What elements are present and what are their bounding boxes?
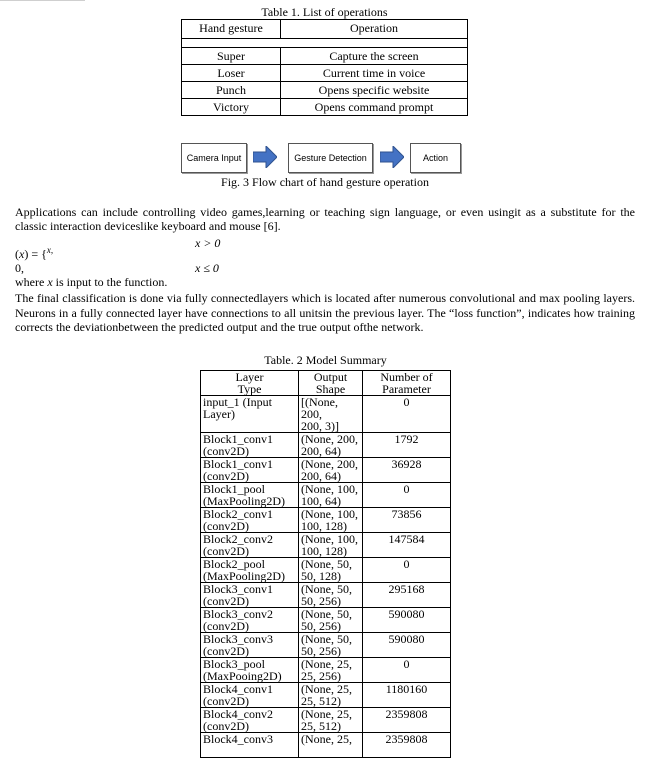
header-line: Layer bbox=[235, 370, 264, 384]
layer-type-cell bbox=[201, 396, 299, 433]
table-row bbox=[201, 396, 451, 433]
formula-lhs bbox=[15, 243, 53, 261]
layer-type-cell-line: (MaxPooing2D) bbox=[203, 669, 282, 683]
paragraph-classification: The final classification is done via fully connectedlayers which is located after numerous convolutional and max pooling layers. Neurons in a fully connected layer have connections to all unitsin the previous layer. The “loss function”, indicates how training corrects the deviationbetween the predicted output and the true output ofthe network. bbox=[15, 291, 635, 334]
flow-step-gesture-detection: Gesture Detection bbox=[288, 143, 373, 173]
output-shape-cell bbox=[299, 708, 363, 733]
table-row bbox=[182, 48, 468, 65]
layer-type-cell-line: input_1 (Input bbox=[203, 395, 272, 409]
output-shape-cell-line: (None, 100, bbox=[301, 532, 358, 546]
output-shape-cell bbox=[299, 558, 363, 583]
output-shape-cell-line: 200, 64) bbox=[301, 444, 341, 458]
layer-type-cell-line: (conv2D) bbox=[203, 619, 249, 633]
output-shape-cell-line: (None, 200, bbox=[301, 432, 358, 446]
layer-type-cell-line: Block2_conv2 bbox=[203, 532, 273, 546]
model-summary-table bbox=[200, 370, 451, 758]
output-shape-cell bbox=[299, 483, 363, 508]
output-shape-cell-line: 50, 256) bbox=[301, 619, 341, 633]
output-shape-cell-line: 200, 64) bbox=[301, 469, 341, 483]
table-spacer bbox=[182, 39, 468, 48]
output-shape-cell-line: (None, 100, bbox=[301, 482, 358, 496]
table-row bbox=[182, 82, 468, 99]
parameter-count-cell-line: 36928 bbox=[391, 457, 422, 471]
output-shape-cell-line: (None, 25, bbox=[301, 707, 352, 721]
flow-chart bbox=[0, 143, 654, 173]
parameter-count-cell bbox=[363, 583, 451, 608]
table-row bbox=[201, 458, 451, 483]
output-shape-cell-line: (None, 25, bbox=[301, 682, 352, 696]
layer-type-cell-line: Block3_conv3 bbox=[203, 632, 273, 646]
output-shape-cell-line: 50, 128) bbox=[301, 569, 341, 583]
formula-lhs-text: (x) = { bbox=[15, 247, 47, 261]
layer-type-cell bbox=[201, 633, 299, 658]
parameter-count-cell-line: 590080 bbox=[388, 607, 425, 621]
layer-type-cell-line: (conv2D) bbox=[203, 644, 249, 658]
gesture-cell: Victory bbox=[182, 99, 281, 116]
layer-type-cell bbox=[201, 708, 299, 733]
output-shape-cell-line: [(None, 200, bbox=[301, 395, 338, 421]
layer-type-cell bbox=[201, 608, 299, 633]
right-arrow-icon bbox=[253, 146, 277, 168]
output-shape-cell bbox=[299, 683, 363, 708]
layer-type-cell-line: (conv2D) bbox=[203, 469, 249, 483]
parameter-count-cell bbox=[363, 608, 451, 633]
output-shape-cell-line: (None, 50, bbox=[301, 632, 352, 646]
gesture-cell: Super bbox=[182, 48, 281, 65]
layer-type-cell-line: Block1_conv1 bbox=[203, 432, 273, 446]
output-shape-cell-line: (None, 100, bbox=[301, 507, 358, 521]
formula-condition-1: x > 0 bbox=[195, 236, 221, 250]
output-shape-cell-line: (None, 50, bbox=[301, 557, 352, 571]
parameter-count-cell bbox=[363, 483, 451, 508]
output-shape-cell bbox=[299, 658, 363, 683]
table-row bbox=[182, 65, 468, 82]
parameter-count-cell-line: 2359808 bbox=[385, 707, 428, 721]
layer-type-cell-line: Block3_conv2 bbox=[203, 607, 273, 621]
header-operation: Operation bbox=[281, 20, 468, 39]
parameter-count-cell bbox=[363, 533, 451, 558]
parameter-count-cell bbox=[363, 658, 451, 683]
layer-type-cell-line: Block4_conv1 bbox=[203, 682, 273, 696]
layer-type-cell-line: Block4_conv3 bbox=[203, 732, 273, 746]
parameter-count-cell-line: 73856 bbox=[391, 507, 422, 521]
layer-type-cell bbox=[201, 658, 299, 683]
header-number-of-parameter bbox=[363, 371, 451, 396]
output-shape-cell-line: 100, 64) bbox=[301, 494, 341, 508]
operation-cell: Capture the screen bbox=[281, 48, 468, 65]
output-shape-cell-line: 200, 3)] bbox=[301, 419, 339, 433]
layer-type-cell-line: (conv2D) bbox=[203, 544, 249, 558]
output-shape-cell bbox=[299, 583, 363, 608]
layer-type-cell-line: Block2_conv1 bbox=[203, 507, 273, 521]
layer-type-cell-line: (conv2D) bbox=[203, 519, 249, 533]
parameter-count-cell bbox=[363, 508, 451, 533]
output-shape-cell bbox=[299, 633, 363, 658]
parameter-count-cell-line: 0 bbox=[403, 657, 410, 671]
header-line: Number of bbox=[380, 370, 433, 384]
paragraph-applications: Applications can include controlling video games,learning or teaching sign language, or even usingit as a substitute for the classic interaction deviceslike keyboard and mouse [6]. bbox=[15, 205, 635, 233]
layer-type-cell-line: (MaxPooling2D) bbox=[203, 494, 285, 508]
output-shape-cell bbox=[299, 608, 363, 633]
output-shape-cell bbox=[299, 533, 363, 558]
parameter-count-cell bbox=[363, 683, 451, 708]
table-row bbox=[201, 733, 451, 758]
parameter-count-cell-line: 0 bbox=[403, 395, 410, 409]
table2-caption: Table. 2 Model Summary bbox=[264, 353, 387, 367]
formula-condition-2: x ≤ 0 bbox=[195, 261, 219, 275]
parameter-count-cell bbox=[363, 433, 451, 458]
output-shape-cell bbox=[299, 733, 363, 758]
parameter-count-cell bbox=[363, 733, 451, 758]
table-row bbox=[201, 708, 451, 733]
layer-type-cell-line: (conv2D) bbox=[203, 719, 249, 733]
header-output-shape bbox=[299, 371, 363, 396]
flow-step-action: Action bbox=[410, 143, 461, 173]
parameter-count-cell bbox=[363, 558, 451, 583]
layer-type-cell bbox=[201, 733, 299, 758]
layer-type-cell bbox=[201, 583, 299, 608]
layer-type-cell-line: Layer) bbox=[203, 407, 235, 421]
table-row bbox=[201, 608, 451, 633]
layer-type-cell bbox=[201, 533, 299, 558]
parameter-count-cell bbox=[363, 396, 451, 433]
output-shape-cell-line: 100, 128) bbox=[301, 519, 347, 533]
table-row bbox=[201, 633, 451, 658]
output-shape-cell-line: 50, 256) bbox=[301, 644, 341, 658]
table-header-row bbox=[182, 20, 468, 39]
parameter-count-cell-line: 1792 bbox=[394, 432, 419, 446]
flow-step-camera-input: Camera Input bbox=[181, 143, 247, 173]
parameter-count-cell-line: 0 bbox=[403, 482, 410, 496]
header-hand-gesture: Hand gesture bbox=[182, 20, 281, 39]
output-shape-cell bbox=[299, 458, 363, 483]
parameter-count-cell bbox=[363, 708, 451, 733]
output-shape-cell-line: (None, 200, bbox=[301, 457, 358, 471]
parameter-count-cell-line: 1180160 bbox=[385, 682, 428, 696]
layer-type-cell-line: Block3_pool bbox=[203, 657, 265, 671]
parameter-count-cell-line: 2359808 bbox=[385, 732, 428, 746]
formula-sup: x, bbox=[46, 245, 54, 255]
operation-cell: Opens command prompt bbox=[281, 99, 468, 116]
layer-type-cell bbox=[201, 458, 299, 483]
page-edge-line bbox=[0, 0, 85, 1]
parameter-count-cell-line: 295168 bbox=[388, 582, 425, 596]
table-row bbox=[201, 658, 451, 683]
layer-type-cell-line: (conv2D) bbox=[203, 444, 249, 458]
output-shape-cell-line: 100, 128) bbox=[301, 544, 347, 558]
table-row bbox=[201, 583, 451, 608]
layer-type-cell-line: (MaxPooling2D) bbox=[203, 569, 285, 583]
layer-type-cell-line: Block1_conv1 bbox=[203, 457, 273, 471]
figure-caption: Fig. 3 Flow chart of hand gesture operation bbox=[221, 175, 429, 189]
layer-type-cell bbox=[201, 483, 299, 508]
header-line: Type bbox=[237, 382, 262, 396]
layer-type-cell bbox=[201, 508, 299, 533]
output-shape-cell-line: 25, 256) bbox=[301, 669, 341, 683]
table1-caption: Table 1. List of operations bbox=[261, 5, 388, 19]
parameter-count-cell bbox=[363, 633, 451, 658]
output-shape-cell-line: (None, 50, bbox=[301, 607, 352, 621]
header-line: Output bbox=[313, 370, 348, 384]
table-row bbox=[182, 99, 468, 116]
operation-cell: Current time in voice bbox=[281, 65, 468, 82]
table-row bbox=[201, 683, 451, 708]
output-shape-cell-line: 25, 512) bbox=[301, 694, 341, 708]
formula-case-2: 0, bbox=[15, 261, 24, 275]
table-row bbox=[201, 558, 451, 583]
layer-type-cell bbox=[201, 433, 299, 458]
layer-type-cell bbox=[201, 558, 299, 583]
layer-type-cell-line: (conv2D) bbox=[203, 694, 249, 708]
layer-type-cell-line: Block3_conv1 bbox=[203, 582, 273, 596]
layer-type-cell-line: Block4_conv2 bbox=[203, 707, 273, 721]
table-row bbox=[201, 433, 451, 458]
layer-type-cell bbox=[201, 683, 299, 708]
layer-type-cell-line: Block2_pool bbox=[203, 557, 265, 571]
table-row bbox=[201, 508, 451, 533]
layer-type-cell-line: Block1_pool bbox=[203, 482, 265, 496]
parameter-count-cell-line: 590080 bbox=[388, 632, 425, 646]
right-arrow-icon bbox=[380, 146, 404, 168]
parameter-count-cell bbox=[363, 458, 451, 483]
table-row bbox=[201, 533, 451, 558]
where-line: where x is input to the function. bbox=[15, 275, 168, 289]
header-line: Parameter bbox=[382, 382, 431, 396]
output-shape-cell bbox=[299, 433, 363, 458]
table-row bbox=[201, 483, 451, 508]
layer-type-cell-line: (conv2D) bbox=[203, 594, 249, 608]
header-line: Shape bbox=[315, 382, 346, 396]
operations-table bbox=[181, 19, 468, 116]
header-layer-type bbox=[201, 371, 299, 396]
output-shape-cell-line: 25, 512) bbox=[301, 719, 341, 733]
parameter-count-cell-line: 147584 bbox=[388, 532, 425, 546]
table-header-row bbox=[201, 371, 451, 396]
output-shape-cell bbox=[299, 508, 363, 533]
operation-cell: Opens specific website bbox=[281, 82, 468, 99]
output-shape-cell bbox=[299, 396, 363, 433]
output-shape-cell-line: 50, 256) bbox=[301, 594, 341, 608]
output-shape-cell-line: (None, 25, bbox=[301, 657, 352, 671]
output-shape-cell-line: (None, 25, bbox=[301, 732, 352, 746]
gesture-cell: Loser bbox=[182, 65, 281, 82]
parameter-count-cell-line: 0 bbox=[403, 557, 410, 571]
gesture-cell: Punch bbox=[182, 82, 281, 99]
output-shape-cell-line: (None, 50, bbox=[301, 582, 352, 596]
